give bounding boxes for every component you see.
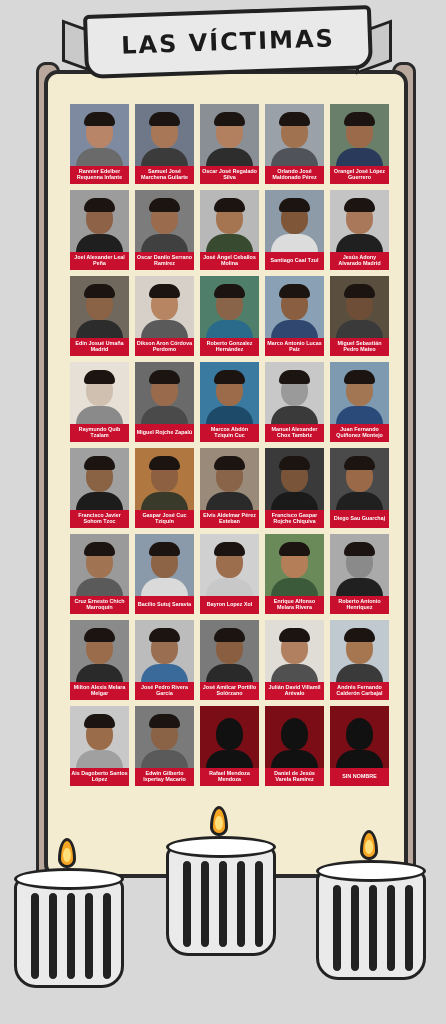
victim-card	[70, 620, 129, 700]
victim-card	[70, 706, 129, 786]
victim-card	[330, 620, 389, 700]
victim-name: Orlando José Maldonado Pérez	[272, 168, 317, 181]
candle-rim	[14, 868, 124, 890]
victim-name: Miguel Sebastián Pedro Mateo	[337, 340, 382, 353]
victim-photo	[135, 362, 194, 424]
victim-card	[200, 448, 259, 528]
victim-name: Samuel José Marchena Guilarte	[140, 168, 189, 181]
victim-card	[265, 534, 324, 614]
victim-name: Oscar Danilo Serrano Ramírez	[136, 254, 193, 267]
victim-card	[200, 190, 259, 270]
victim-card	[200, 276, 259, 356]
victim-name: Marcos Abdón Tziquin Cuc	[210, 426, 249, 439]
victim-photo	[200, 276, 259, 338]
victim-card	[265, 362, 324, 442]
victim-card	[135, 706, 194, 786]
victim-name: Elvis Aldelmar Pérez Esteban	[203, 512, 256, 525]
victim-name: Rafael Mendoza Mendoza	[209, 770, 250, 783]
victim-name: Andrés Fernando Calderón Carbajal	[336, 684, 383, 697]
victim-photo	[200, 104, 259, 166]
victim-card	[200, 706, 259, 786]
victim-card	[70, 276, 129, 356]
victim-name: José Ángel Ceballos Molina	[203, 254, 256, 267]
victim-card	[200, 534, 259, 614]
victim-photo	[70, 104, 129, 166]
victim-card	[70, 448, 129, 528]
victim-card	[135, 620, 194, 700]
victim-card	[265, 620, 324, 700]
victim-photo	[200, 362, 259, 424]
victim-name: Francisco Javier Sohom Tzoc	[78, 512, 121, 525]
victim-card	[70, 362, 129, 442]
victim-photo	[135, 620, 194, 682]
victim-card	[70, 104, 129, 184]
victim-name: Raymundo Quib Tzalam	[78, 426, 121, 439]
victim-card	[135, 276, 194, 356]
victim-card	[135, 190, 194, 270]
victim-name: Jesús Adony Alvarado Madrid	[338, 254, 381, 267]
victim-name: José Amilcar Portillo Solórzano	[202, 684, 257, 697]
victim-card	[135, 448, 194, 528]
candle-center	[166, 806, 276, 956]
victim-card	[330, 104, 389, 184]
victim-card	[135, 104, 194, 184]
victim-photo	[70, 706, 129, 768]
victim-photo	[200, 448, 259, 510]
victim-name: Bacilio Sutuj Saravia	[137, 601, 192, 608]
victim-name: Miguel Rojche Zapalú	[136, 429, 193, 436]
victim-card	[330, 448, 389, 528]
victim-name: Daniel de Jesús Varela Ramírez	[274, 770, 315, 783]
victim-name: Edwin Gilberto Ixpertay Macario	[143, 770, 186, 783]
victim-photo	[330, 104, 389, 166]
victim-card	[70, 534, 129, 614]
victim-photo	[330, 276, 389, 338]
victim-card	[265, 104, 324, 184]
victim-photo	[135, 448, 194, 510]
victim-photo	[330, 190, 389, 252]
victim-name: Gaspar José Cuc Tziquín	[142, 512, 187, 525]
victim-name: Enrique Alfonso Melara Rivera	[273, 598, 316, 611]
victim-name: Edin Josué Umaña Madrid	[75, 340, 124, 353]
victim-photo	[70, 534, 129, 596]
victim-photo	[135, 104, 194, 166]
victim-card	[200, 362, 259, 442]
victim-photo	[330, 620, 389, 682]
victim-photo	[70, 276, 129, 338]
victim-card	[135, 534, 194, 614]
silhouette-portrait	[330, 706, 389, 768]
victim-photo	[70, 190, 129, 252]
victim-photo	[265, 362, 324, 424]
victim-name: Santiago Caal Tzul	[270, 257, 319, 264]
victim-card	[330, 190, 389, 270]
victim-photo	[135, 534, 194, 596]
victim-name: Orangel José López Guerrero	[333, 168, 386, 181]
victim-name: Joel Alexander Leal Peña	[74, 254, 125, 267]
victim-photo	[135, 706, 194, 768]
victim-photo	[135, 190, 194, 252]
victim-card	[330, 276, 389, 356]
victim-photo	[200, 620, 259, 682]
candle-right	[316, 830, 426, 980]
victim-photo	[330, 448, 389, 510]
candle-cup	[166, 846, 276, 956]
victim-card	[70, 190, 129, 270]
victim-photo	[265, 534, 324, 596]
victims-grid	[70, 104, 392, 786]
victim-card	[265, 448, 324, 528]
victim-photo	[265, 104, 324, 166]
victim-card	[330, 534, 389, 614]
victim-name: Roberto Antonio Henriquez	[338, 598, 381, 611]
candle-rim	[166, 836, 276, 858]
victim-photo	[265, 448, 324, 510]
victim-name: Dikson Aron Córdova Perdomo	[136, 340, 193, 353]
victim-name: Cruz Ernesto Chich Marroquín	[74, 598, 125, 611]
victim-photo	[330, 362, 389, 424]
victim-photo	[70, 362, 129, 424]
victim-name: Francisco Gaspar Rojche Chiquiva	[271, 512, 318, 525]
victim-photo	[135, 276, 194, 338]
victim-card	[265, 276, 324, 356]
victim-card	[200, 104, 259, 184]
silhouette-portrait	[200, 706, 259, 768]
victim-name: Roberto Gonzalez Hernández	[206, 340, 253, 353]
victim-name: José Pedro Rivera García	[140, 684, 189, 697]
page-title: LAS VÍCTIMAS	[120, 24, 336, 60]
silhouette-portrait	[265, 706, 324, 768]
victim-name: Ais Dagoberto Santos López	[71, 770, 128, 783]
victim-card	[330, 362, 389, 442]
victim-name: Bayron Lopez Xol	[206, 601, 253, 608]
victim-card	[135, 362, 194, 442]
victim-photo	[330, 534, 389, 596]
victim-name: Diego Sau Guarchaj	[333, 515, 386, 522]
victim-name: Milton Alexis Melara Melgar	[73, 684, 126, 697]
victim-name: Juan Fernando Quiñonez Montejo	[336, 426, 383, 439]
victim-photo	[265, 620, 324, 682]
victim-photo	[200, 534, 259, 596]
candle-rim	[316, 860, 426, 882]
title-banner	[83, 5, 373, 79]
candle-left	[14, 838, 124, 988]
victim-name: Manuel Alexander Chox Tambriz	[271, 426, 318, 439]
victim-photo	[200, 190, 259, 252]
victim-card	[200, 620, 259, 700]
candle-cup	[14, 878, 124, 988]
victim-photo	[265, 276, 324, 338]
victim-card	[265, 190, 324, 270]
victim-photo	[265, 190, 324, 252]
candle-cup	[316, 870, 426, 980]
victim-name: Oscar José Regalado Silva	[202, 168, 257, 181]
victim-card	[265, 706, 324, 786]
victim-name: SIN NOMBRE	[342, 773, 377, 780]
victim-photo	[70, 448, 129, 510]
victim-name: Marco Antonio Lucas Paíz	[267, 340, 322, 353]
victim-name: Julián David Villamil Arévalo	[268, 684, 321, 697]
victim-photo	[70, 620, 129, 682]
victim-name: Rannier Edelber Requenna Infante	[76, 168, 123, 181]
victim-card	[330, 706, 389, 786]
